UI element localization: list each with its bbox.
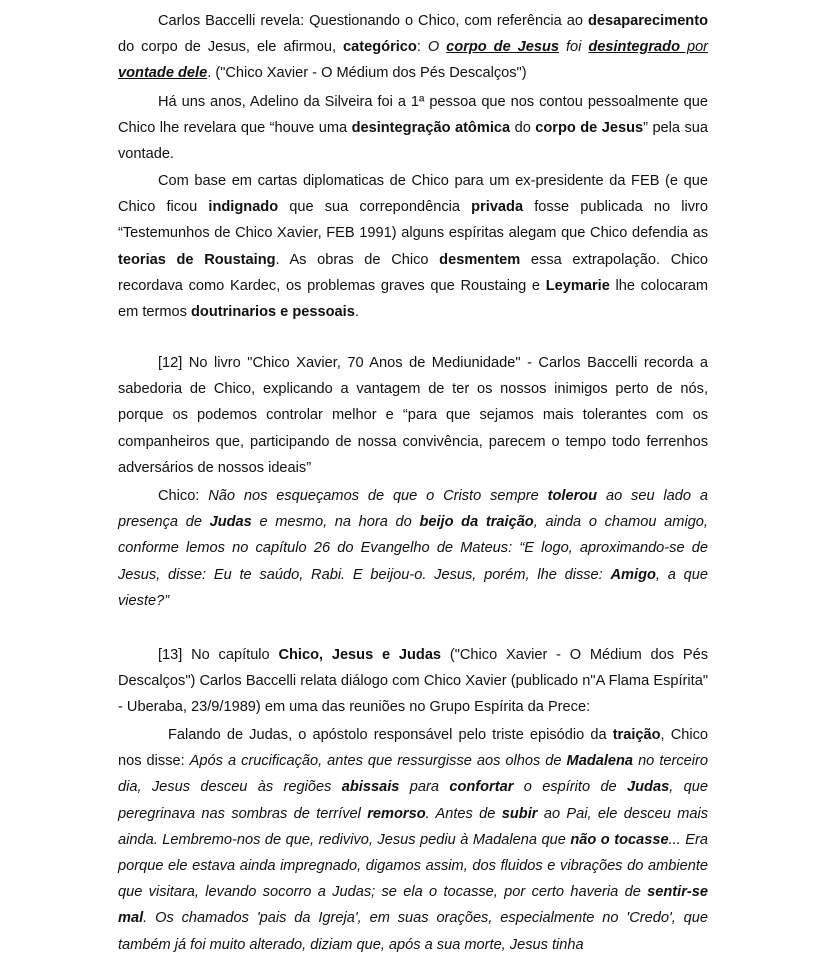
- italic-text: , que: [669, 779, 708, 796]
- paragraph-note-13: [118, 642, 708, 721]
- italic-text: 'Credo', que também já foi muito alterado, diziam que, após a sua morte, Jesus tinha: [118, 910, 709, 953]
- text-span: . ("Chico Xavier - O Médium dos Pés Descalços"): [207, 65, 527, 82]
- bold-italic-underlined-text: corpo de Jesus: [446, 39, 560, 56]
- text-span: essa extrapolação. Chico: [520, 251, 709, 268]
- italic-text: para: [399, 779, 450, 796]
- text-span: do: [510, 120, 536, 137]
- paragraph-cartas-diplomaticas: [118, 168, 708, 325]
- bold-text: doutrinarios e pessoais: [190, 304, 355, 321]
- italic-text: peregrinava nas sombras de terrível: [118, 805, 368, 822]
- bold-italic-text: tolerou: [547, 488, 598, 504]
- text-span: ("Chico Xavier - O Médium dos Pés: [441, 647, 709, 663]
- bold-text: teorias de Roustaing: [118, 251, 276, 268]
- italic-text: ainda. Lembremo-nos de que, redivivo, Jesus pediu à Madalena que: [118, 831, 571, 848]
- italic-text: e mesmo, na hora do: [251, 514, 420, 531]
- bold-italic-text: Madalena: [566, 753, 634, 770]
- text-span: Falando de Judas, o apóstolo responsável pelo triste episódio da: [168, 727, 613, 743]
- bold-text: Leymarie: [545, 277, 610, 294]
- bold-italic-text: confortar: [449, 779, 514, 796]
- italic-text: presença de: [118, 514, 210, 531]
- italic-text: ao seu lado a: [597, 488, 708, 504]
- text-span: . As obras de Chico: [275, 251, 440, 268]
- paragraph-chico-quote: [118, 483, 708, 614]
- italic-text: , a que: [655, 566, 708, 583]
- text-span: [13] No capítulo: [158, 647, 279, 663]
- text-span: em termos: [118, 304, 191, 321]
- bold-italic-text: não o tocasse: [570, 831, 669, 848]
- bold-italic-text: sentir-se mal: [118, 884, 708, 927]
- italic-text: Era porque ele estava ainda impregnado, digamos assim, dos fluidos e vibrações do: [118, 831, 708, 875]
- bold-text: corpo de Jesus: [535, 120, 644, 137]
- text-span: pela sua vontade.: [118, 120, 709, 163]
- text-span: “Testemunhos de Chico Xavier, FEB 1991) alguns espíritas alegam que Chico defendia: [118, 225, 688, 242]
- text-span: fosse publicada no livro: [523, 199, 708, 216]
- text-span: recordava como Kardec, os problemas graves que Roustaing e: [118, 277, 546, 294]
- italic-text: foi: [559, 39, 582, 56]
- bold-italic-underlined-text: desintegrado: [588, 39, 680, 56]
- text-span: .: [354, 304, 359, 321]
- text-span: lhe colocaram: [609, 277, 709, 294]
- italic-text: . Os chamados 'pais da Igreja', em suas orações, especialmente no: [143, 910, 619, 927]
- italic-text: no: [633, 753, 655, 770]
- bold-text: desmentem: [439, 251, 521, 268]
- bold-text: traição: [612, 727, 661, 743]
- italic-text: ao Pai, ele desceu mais: [537, 805, 709, 822]
- bold-italic-text: remorso: [367, 805, 426, 822]
- italic-text: Após a crucificação, antes que ressurgisse aos olhos de: [189, 753, 567, 770]
- text-span: , Chico: [660, 727, 709, 743]
- paragraph-baccelli-revela: [118, 8, 708, 87]
- bold-italic-text: Amigo: [610, 566, 656, 583]
- text-span: que sua correpondência: [278, 199, 472, 216]
- bold-text: privada: [471, 199, 524, 216]
- text-span: Com base em cartas diplomaticas de Chico para um ex-presidente da FEB (e que: [158, 173, 708, 189]
- text-span: sabedoria de Chico, explicando a vantagem de ter os nossos inimigos perto de nós,: [118, 381, 708, 398]
- text-span: Chico:: [158, 488, 209, 504]
- text-span: Descalços") Carlos Baccelli relata diálogo com Chico Xavier (publicado n"A Flama: [118, 673, 650, 690]
- text-span: ”: [643, 120, 648, 137]
- italic-text: O: [427, 39, 447, 56]
- italic-text: terceiro dia, Jesus desceu às regiões: [118, 753, 708, 796]
- bold-text: indignado: [208, 199, 279, 216]
- text-span: Há uns anos, Adelino da Silveira foi a 1ª pessoa que nos contou pessoalmente: [158, 94, 679, 110]
- italic-text: ...: [668, 831, 681, 848]
- text-span: nos disse:: [118, 753, 190, 770]
- italic-text: , ainda o chamou amigo,: [533, 514, 708, 531]
- bold-text: desintegração atômica: [351, 120, 511, 137]
- italic-text: ambiente que visitara, levando socorro a Judas; se ela o tocasse, por certo haveria de: [118, 858, 708, 901]
- text-span: Carlos Baccelli revela: Questionando o Chico, com referência ao: [158, 13, 583, 29]
- text-span: companheiros que, participando de nossa convivência, parecem o tempo todo ferrenhos: [118, 433, 708, 450]
- italic-text: conforme lemos no capítulo 26 do Evangelho de Mateus: “E logo, aproximando-se de: [118, 540, 708, 557]
- bold-italic-text: beijo da traição: [419, 514, 534, 531]
- text-span: adversários de nossos ideais”: [118, 459, 312, 476]
- bold-text: categórico: [343, 39, 417, 56]
- italic-text: Não nos esqueçamos de que o Cristo sempre: [208, 488, 548, 504]
- bold-italic-text: subir: [501, 805, 538, 822]
- text-span: as: [692, 225, 708, 242]
- bold-text: Chico, Jesus e Judas: [278, 647, 442, 663]
- bold-italic-underlined-text: vontade dele: [118, 65, 208, 82]
- italic-text: . Antes de: [425, 805, 502, 822]
- text-span: [12] No livro "Chico Xavier, 70 Anos de Mediunidade" - Carlos Baccelli recorda a: [158, 355, 708, 371]
- text-span: Chico ficou: [118, 199, 209, 216]
- text-span: :: [416, 39, 428, 56]
- paragraph-adelino: [118, 89, 708, 168]
- text-span: porque os podemos controlar melhor e “para que sejamos mais tolerantes com os: [118, 407, 708, 424]
- paragraph-note-12: [118, 350, 708, 481]
- italic-text: Jesus, disse: Eu te saúdo, Rabi. E beijou-o. Jesus, porém, lhe disse:: [118, 566, 611, 583]
- italic-text: o espírito de: [513, 779, 628, 796]
- text-span: Espírita" - Uberaba, 23/9/1989) em uma das reuniões no Grupo Espírita da Prece:: [118, 673, 708, 716]
- bold-italic-text: abissais: [341, 779, 400, 796]
- bold-italic-text: Judas: [209, 514, 252, 531]
- paragraph-falando-de-judas: [118, 722, 708, 958]
- text-span: do corpo de Jesus, ele afirmou,: [118, 39, 344, 56]
- bold-italic-text: Judas: [627, 779, 670, 796]
- text-span: que Chico lhe revelara que “houve uma: [118, 94, 708, 137]
- italic-text: vieste?”: [118, 592, 170, 609]
- bold-text: desaparecimento: [587, 13, 708, 29]
- italic-underlined-text: por: [680, 39, 709, 56]
